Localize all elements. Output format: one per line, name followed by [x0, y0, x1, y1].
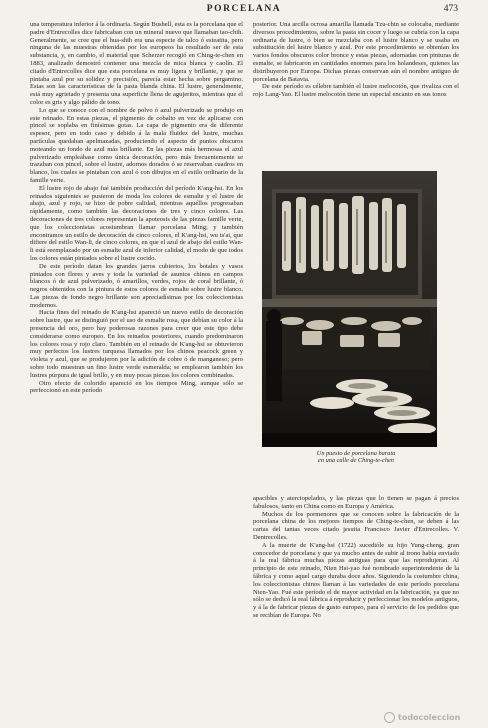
caption-line: Un puesto de porcelana barata [316, 450, 396, 457]
running-title: PORCELANA [206, 4, 282, 14]
porcelain-stall-photo [262, 171, 437, 447]
paragraph: El lustre rojo de abajo fué también producción del período K'ang-hsi. En los reinados siguientes se pusieron de moda los colores de esmalte y el lustre de abajo, azul y rojo, se hizo de pobre calidad, mientras aquéllos progresaban rápidamente, como también las decoraciones de tres y cinco colores. Las decoraciones de tres colores representan la apoteosis de las piezas famille verte, que los coleccionistas acostumbran llamar porcelana Ming; y también encontramos un estilo de decoración de cinco colores, el K'ang-hsi, wu ts'ai, que difiere del estilo Wan-li, de cinco colores, en que el azul de abajo del estilo Wan-li está reemplazado por un esmalte azul de inferior calidad, el modo de que todos los colores están pintados sobre el lustre cocido. [30, 184, 243, 262]
paragraph: una temperatura inferior á la ordinaria. Según Bushell, esta es la porcelana que el padre d'Entrecolles dice fabricaban con un mineral nuevo que llamaban tao-chih. Generalmente, se cree que el hua-shih era una especie de talco ó esteatita, pero ninguna de las muestras obtenidas por los europeos ha resultado ser de esta substancia, y, en cambio, el material que Scherzer recogió en Ching-te-chen en 1883, analizado demostró contener una mezcla de mica blanca y caolín. El citado d'Entrecolles dice que esta porcelana es muy ligera y brillante, y que se pintaba azul por su solidez y precisión, parecía estar hecha sobre pergamino. Estas son las características de la pasta blanda china. El lustre, generalmente, está muy agrietado y presenta una superficie llena de agujeritos, mientras que el color es gris y algo pálido de tono. [30, 21, 243, 106]
page-number: 473 [443, 4, 458, 14]
paragraph: apacibles y aterciopelados, y las piezas que lo tienen se pagan á precios fabulosos, tanto en China como en Europa y América. [253, 495, 459, 510]
paragraph: Muchos de los pormenores que se conocen sobre la fabricación de la porcelana china de los mejores tiempos de Ching-te-chen, se deben á las cartas del tantas veces citado jesuita Francisco Javier d'Entrecolles. V. Dentrecolles. [253, 510, 459, 541]
left-column [30, 21, 243, 721]
paragraph: Lo que se conoce con el nombre de polvo ó azul pulverizado se produjo en este reinado. En estas piezas, el pigmento de cobalto en vez de aplicarse con pincel se soplaba en finísimas gotas. La capa de pigmento era de diferente espesor, pero en todo caso y debido á la mala fluidez del lustre, muchas partículas quedaban apelmazadas, produciendo el aspecto de puntos obscuros moteando un fondo de azul más brillante. En las piezas más hermosas el azul pulverizado empleábase como única decoración, pero más frecuentemente se trazaban con pincel, sobre el lustre, adornos dorados ó se reservaban cuadros en blanco, los cuales se pintaban con azul ó con dibujos en el estilo ordinario de la famille verte. [30, 106, 243, 184]
watermark-logo-icon [384, 712, 395, 723]
paragraph: De este período es célebre también el lustre melocotón, que rivaliza con el rojo Lang-Yao. El lustre melocotón tiene un especial encanto en sus tonos [253, 83, 459, 99]
caption-line: en una calle de Ching-te-chen [318, 457, 394, 465]
paragraph: A la muerte de K'ang-hsi (1722) sucedióle su hijo Yung-cheng, gran conocedor de porcelana y que ya mucho antes de subir al trono había enviado á la real fábrica muchas piezas antiguas para que las reprodujeran. Al principio de este reinado, Nien Hsi-yao fué nombrado superintendente de la fábrica y como aquel cargo duraba doce años. Siguiendo la costumbre china, los coleccionistas chinos llaman á las variedades de este período porcelana Nien-Yao. Fué este período el de mayor actividad en la fabricación, ya que no sólo se dedicó la real fábrica á reproducir y perfeccionar los modelos antiguos, y á la de fabricar piezas de gusto europeo, para el servicio de los pedidos que se recibían de Europa. No [253, 541, 459, 619]
watermark [384, 710, 480, 724]
figure-caption [253, 450, 459, 465]
paragraph: Hacia fines del reinado de K'ang-hsi apareció un nuevo estilo de decoración sobre lustre, que se distinguió por el uso de esmalte rosa, que debían su color á la presencia del oro, pero hay poderosas razones para creer que este tipo debe considerarse como europeo. En los reinados posteriores, cuando predominaron los colores rosa y rojo claro. También en el reinado de K'ang-hsi se obtuvieron muy perfectos los lustres turquesa llamados por los chinos peacock green y violeta y azul, que se produjeron por la adición de cobre ó de manganeso; pero sobre todo muestran un fino lustre verde esmeralda; se emplearon también los lustres púrpura de igual brillo, y en muy pocas piezas los colores combinados. [30, 309, 243, 379]
paragraph: De este período datan los grandes jarros cubiertos, los botales y vasos pintados con flores y aves y toda la variedad de asuntos chinos en campos blancos ó de azul pulverizado, ó amarillos, verdes, rojos de coral brillante, ó negros obtenidos con la pintura de estos colores de esmalte sobre lustre blanco. Las piezas de fondo negro brillante son apreciadísimas por los coleccionistas modernos. [30, 262, 243, 309]
photo-illustration [262, 171, 437, 447]
paragraph: Otro efecto de colorido apareció en los tiempos Ming, aunque sólo se perfeccionó en este período [30, 379, 243, 395]
paragraph: posterior. Una arcilla ocrosa amarilla llamada Tzu-chin se colocaba, mediante diversos procedimientos, sobre la pasta sin cocer y luego se cubría con la capa ordinaria de lustre, ó bien se mezclaba con el lustre blanco y se usaba en substitución del lustre blanco y azul. Por este procedimiento se obtenían los varios fondos obscuros color bronce y estas piezas, adornadas con pinturas de esmalte, se fabricaron en cantidades enormes para los holandeses, quienes las distribuyeron por Europa. Dichas piezas conservan aún el nombre antiguo de porcelana de Batavia. [253, 21, 459, 83]
right-column-top [253, 21, 459, 167]
watermark-text: todocoleccion [398, 712, 461, 722]
right-column-bottom [253, 495, 459, 700]
